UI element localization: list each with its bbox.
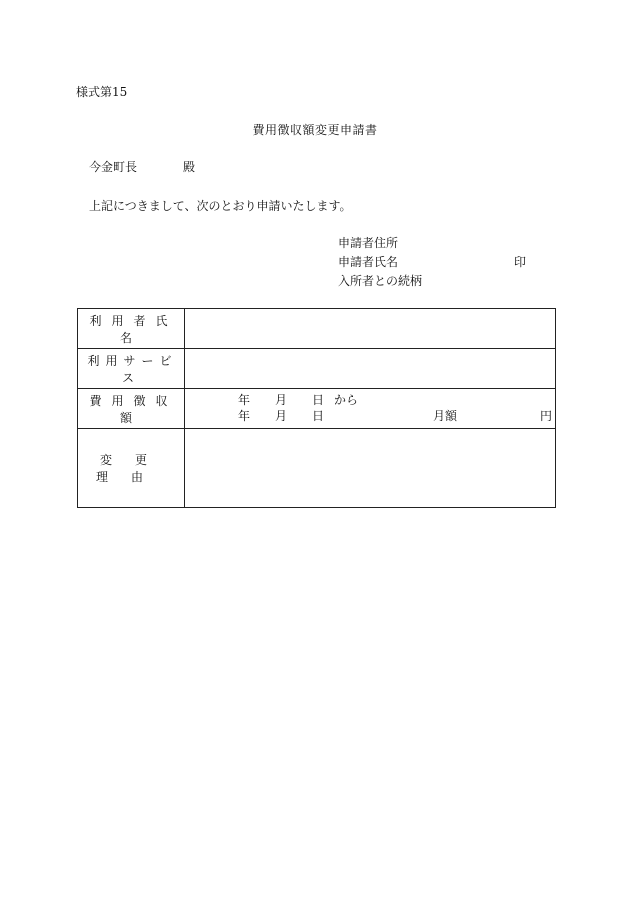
applicant-address-label: 申請者住所 [338,236,399,250]
reason-value-cell[interactable] [185,429,556,508]
document-title: 費用徴収額変更申請書 [252,123,378,137]
table-row-reason [78,429,556,508]
fee-label: 費用徴収額 [89,393,178,425]
addressee: 今金町長 [89,160,138,174]
fee-yen-unit: 円 [540,409,553,423]
seal-mark: 印 [514,255,527,269]
application-table [77,308,556,508]
fee-end-month-unit: 月 [275,409,288,423]
service-label-cell [78,349,185,389]
table-row-user-name [78,309,556,349]
form-number: 様式第15 [76,85,128,99]
applicant-relation-label: 入所者との続柄 [338,274,423,288]
fee-value-cell[interactable] [185,389,556,429]
table-row-fee [78,389,556,429]
applicant-name-label: 申請者氏名 [338,255,399,269]
fee-end-year-unit: 年 [238,409,251,423]
user-name-value-cell[interactable] [185,309,556,349]
service-label: 利用サービス [87,353,178,385]
fee-from-text: から [334,393,359,407]
user-name-label: 利用者氏名 [89,313,178,345]
reason-label: 変更理由 [95,453,170,484]
service-value-cell[interactable] [185,349,556,389]
reason-label-cell [78,429,185,508]
fee-start-day-unit: 日 [312,393,325,407]
fee-monthly-amount-label: 月額 [433,409,458,423]
table-row-service [78,349,556,389]
user-name-label-cell [78,309,185,349]
fee-end-day-unit: 日 [312,409,325,423]
intro-text: 上記につきまして、次のとおり申請いたします。 [89,199,352,213]
fee-start-month-unit: 月 [275,393,288,407]
addressee-honorific: 殿 [183,160,196,174]
fee-start-year-unit: 年 [238,393,251,407]
fee-label-cell [78,389,185,429]
